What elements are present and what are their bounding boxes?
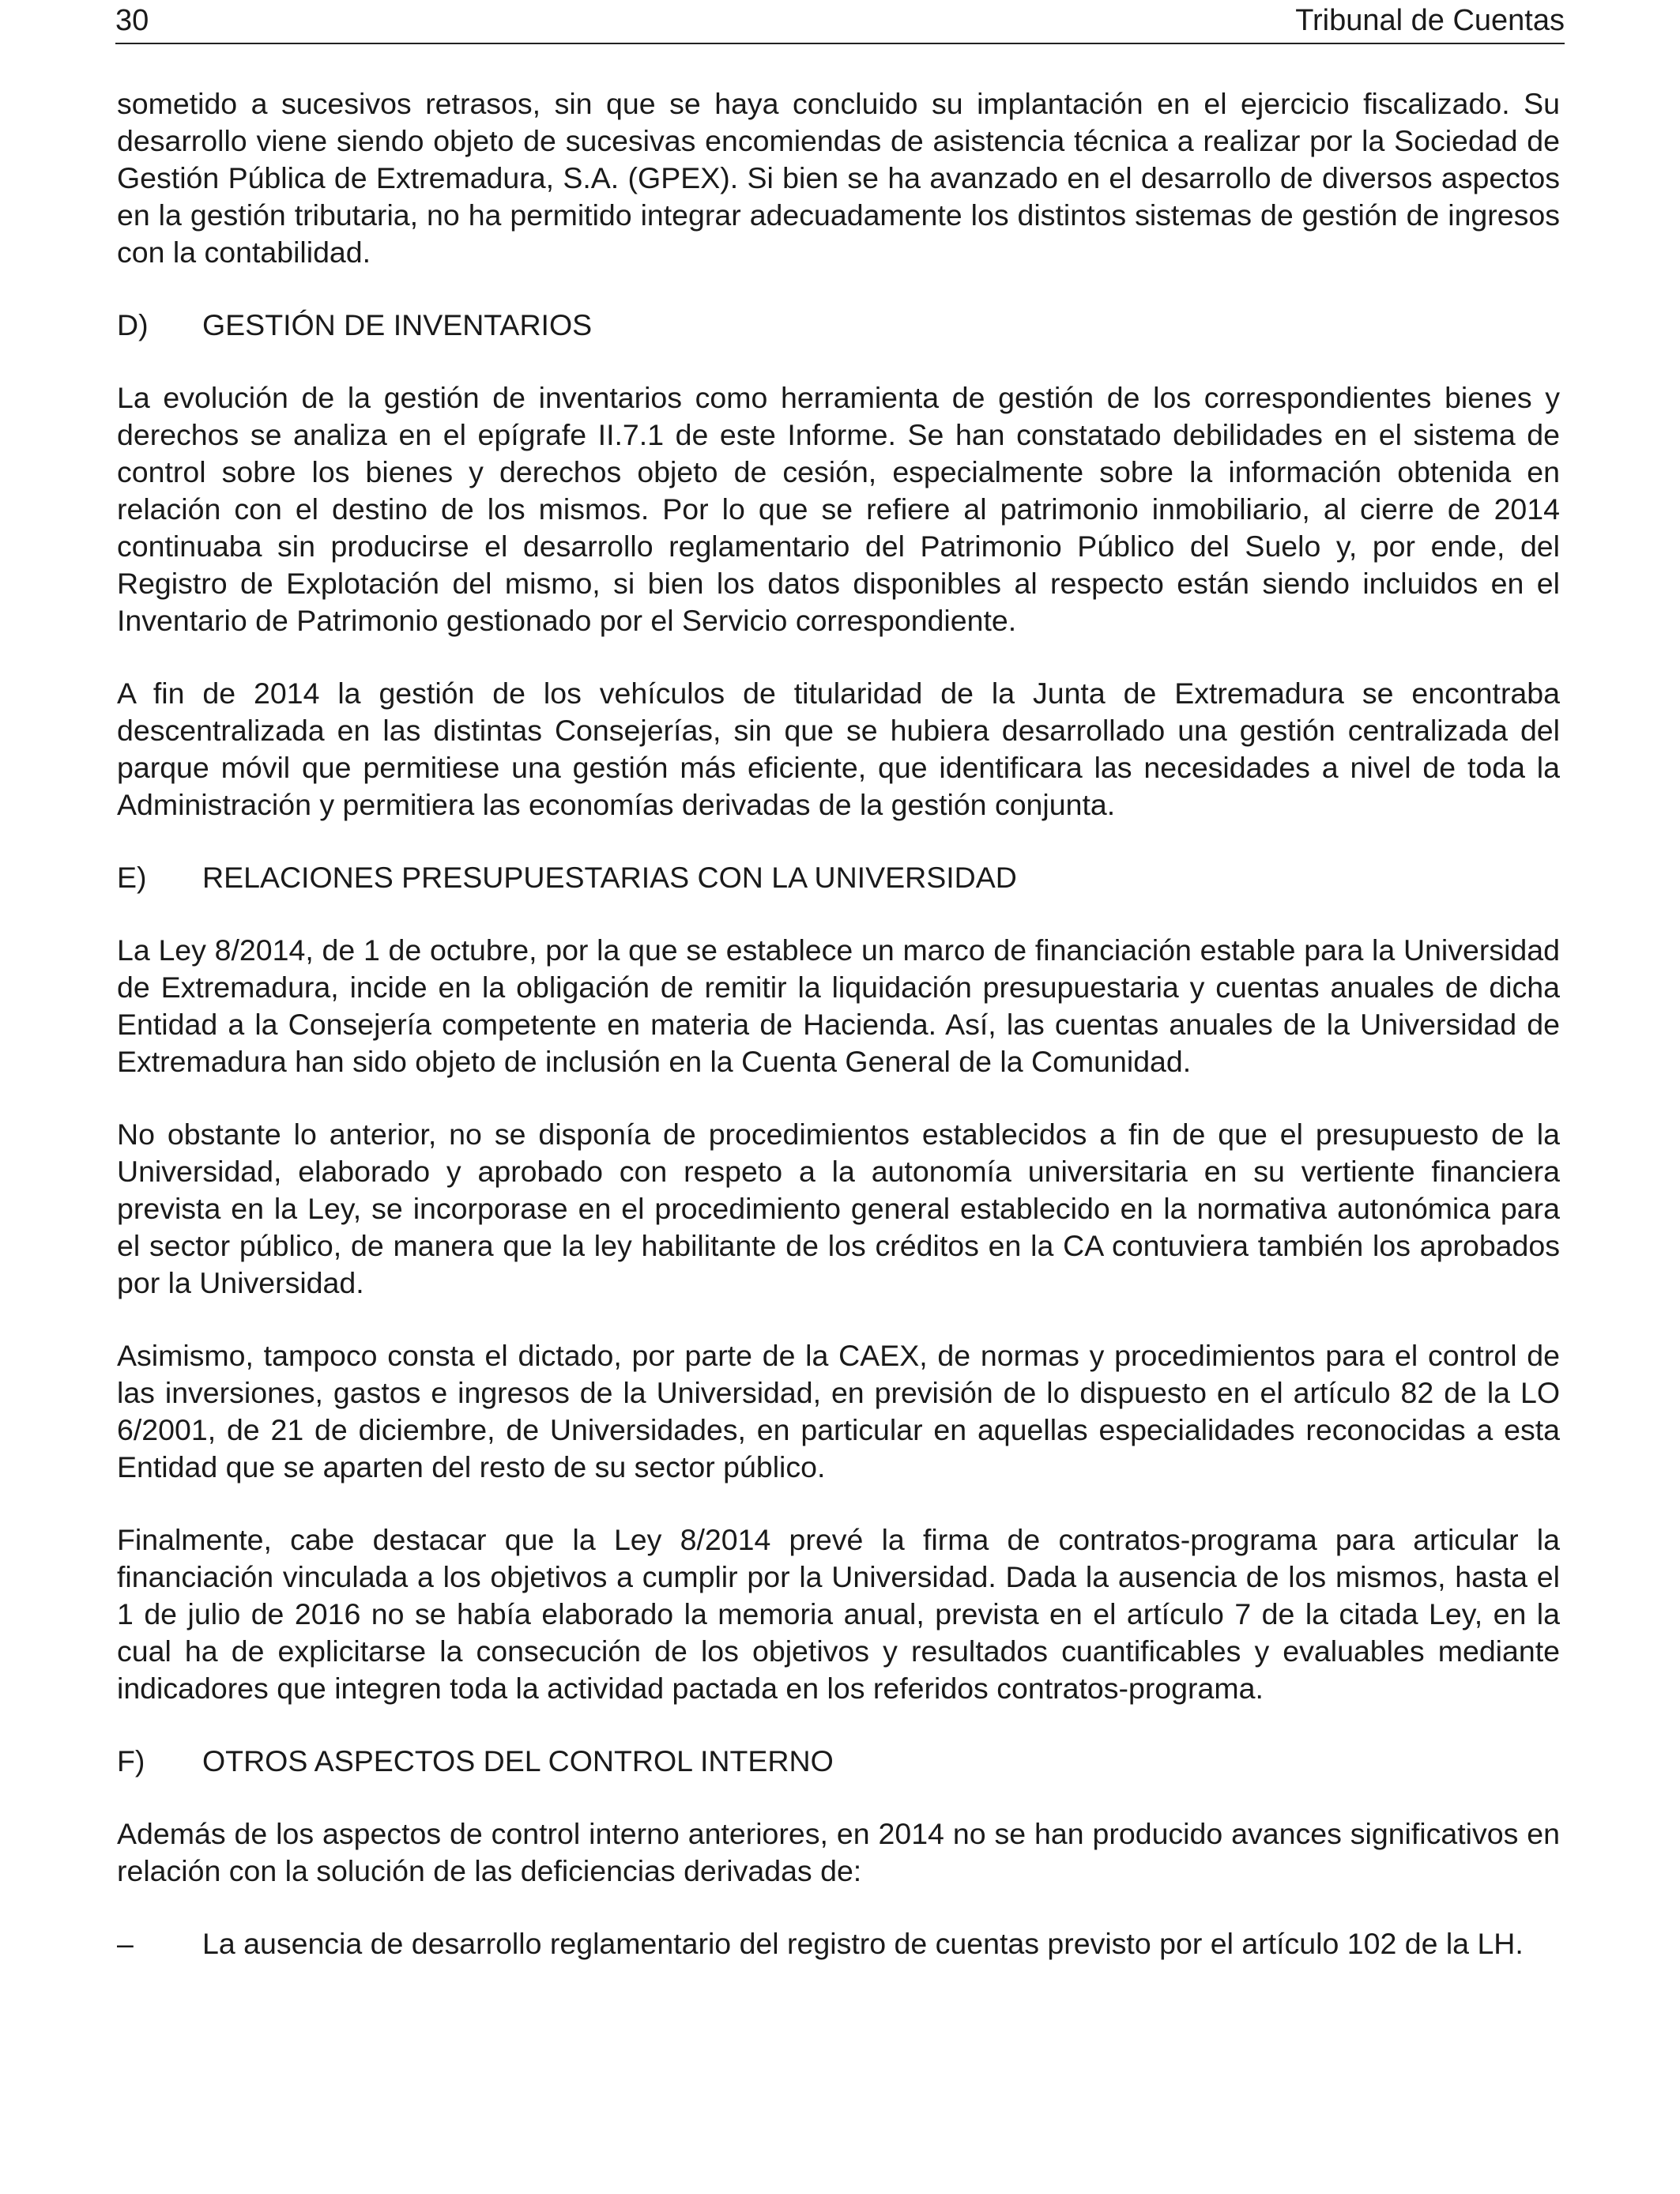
section-title: GESTIÓN DE INVENTARIOS [202,308,593,341]
bullet-dash: – [117,1927,134,1960]
running-title: Tribunal de Cuentas [1295,4,1565,37]
page-number: 30 [115,4,149,37]
section-heading-e [117,859,1560,896]
section-letter: D) [117,308,149,341]
paragraph: A fin de 2014 la gestión de los vehículos de titularidad de la Junta de Extremadura se encontraba descentralizada en las distintas Consejerías, sin que se hubiera desarrollado una gestión centralizada del parque móvil que permitiese una gestión más eficiente, que identificara las necesidades a nivel de toda la Administración y permitiera las economías derivadas de la gestión conjunta. [117,677,1560,821]
paragraph: No obstante lo anterior, no se disponía de procedimientos establecidos a fin de que el presupuesto de la Universidad, elaborado y aprobado con respeto a la autonomía universitaria en su vertiente financiera prevista en la Ley, se incorporase en el procedimiento general establecido en la normativa autonómica para el sector público, de manera que la ley habilitante de los créditos en la CA contuviera también los aprobados por la Universidad. [117,1118,1560,1299]
document-body [117,85,1560,1962]
section-title: RELACIONES PRESUPUESTARIAS CON LA UNIVERSIDAD [202,861,1017,894]
paragraph-continuation: sometido a sucesivos retrasos, sin que se haya concluido su implantación en el ejercicio fiscalizado. Su desarrollo viene siendo objeto de sucesivas encomiendas de asistencia técnica a realizar por la Sociedad de Gestión Pública de Extremadura, S.A. (GPEX). Si bien se ha avanzado en el desarrollo de diversos aspectos en la gestión tributaria, no ha permitido integrar adecuadamente los distintos sistemas de gestión de ingresos con la contabilidad. [117,87,1560,269]
paragraph: Finalmente, cabe destacar que la Ley 8/2014 prevé la firma de contratos-programa para articular la financiación vinculada a los objetivos a cumplir por la Universidad. Dada la ausencia de los mismos, hasta el 1 de julio de 2016 no se había elaborado la memoria anual, prevista en el artículo 7 de la citada Ley, en la cual ha de explicitarse la consecución de los objetivos y resultados cuantificables y evaluables mediante indicadores que integren toda la actividad pactada en los referidos contratos-programa. [117,1523,1560,1705]
paragraph: La evolución de la gestión de inventarios como herramienta de gestión de los correspondientes bienes y derechos se analiza en el epígrafe II.7.1 de este Informe. Se han constatado debilidades en el sistema de control sobre los bienes y derechos objeto de cesión, especialmente sobre la información obtenida en relación con el destino de los mismos. Por lo que se refiere al patrimonio inmobiliario, al cierre de 2014 continuaba sin producirse el desarrollo reglamentario del Patrimonio Público del Suelo y, por ende, del Registro de Explotación del mismo, si bien los datos disponibles al respecto están siendo incluidos en el Inventario de Patrimonio gestionado por el Servicio correspondiente. [117,381,1560,637]
section-heading-d [117,307,1560,344]
section-title: OTROS ASPECTOS DEL CONTROL INTERNO [202,1744,834,1777]
bullet-text: La ausencia de desarrollo reglamentario del registro de cuentas previsto por el artículo 102 de la LH. [202,1927,1524,1960]
section-letter: F) [117,1744,145,1777]
paragraph: La Ley 8/2014, de 1 de octubre, por la que se establece un marco de financiación estable para la Universidad de Extremadura, incide en la obligación de remitir la liquidación presupuestaria y cuentas anuales de dicha Entidad a la Consejería competente en materia de Hacienda. Así, las cuentas anuales de la Universidad de Extremadura han sido objeto de inclusión en la Cuenta General de la Comunidad. [117,933,1560,1078]
paragraph: Además de los aspectos de control interno anteriores, en 2014 no se han producido avances significativos en relación con la solución de las deficiencias derivadas de: [117,1817,1560,1887]
section-heading-f [117,1743,1560,1780]
section-letter: E) [117,861,147,894]
paragraph: Asimismo, tampoco consta el dictado, por parte de la CAEX, de normas y procedimientos para el control de las inversiones, gastos e ingresos de la Universidad, en previsión de lo dispuesto en el artículo 82 de la LO 6/2001, de 21 de diciembre, de Universidades, en particular en aquellas especialidades reconocidas a esta Entidad que se aparten del resto de su sector público. [117,1339,1560,1483]
bullet-item [117,1925,1560,1962]
page-header [115,0,1565,44]
